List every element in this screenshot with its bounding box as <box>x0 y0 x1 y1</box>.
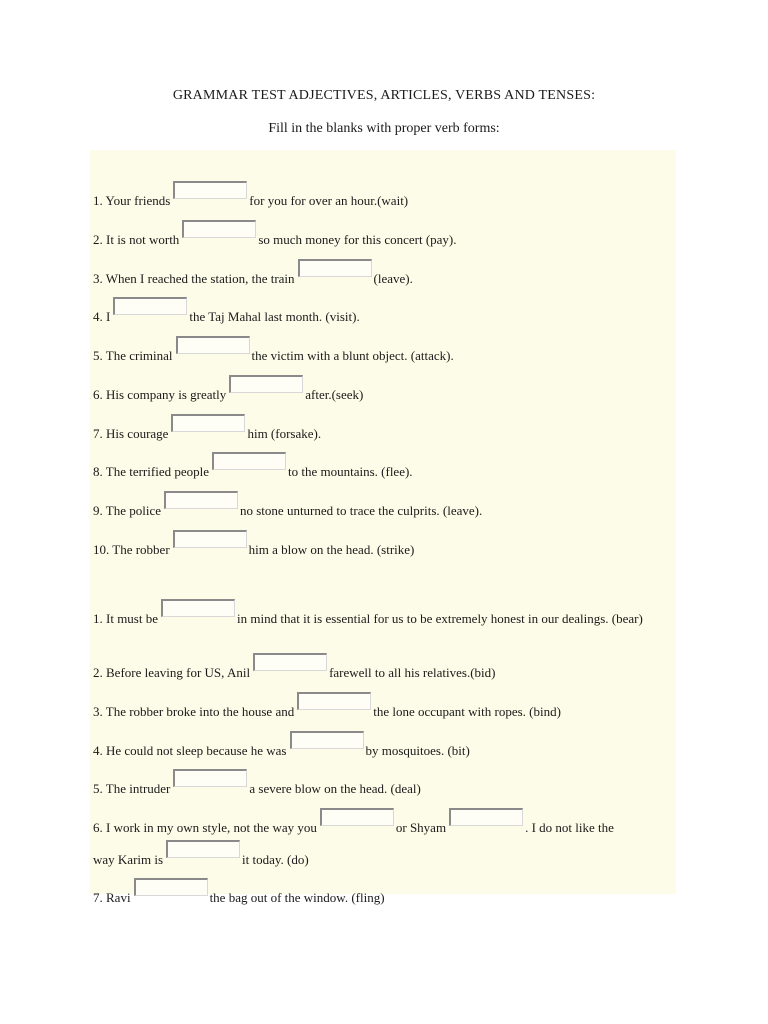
question-text-before: 3. The robber broke into the house and <box>93 704 295 719</box>
question-1-1 <box>93 181 671 209</box>
question-text-after: the lone occupant with ropes. (bind) <box>373 704 561 719</box>
question-1-4 <box>93 297 671 325</box>
question-text-before: 6. I work in my own style, not the way you <box>93 820 317 835</box>
question-text-after: the bag out of the window. (fling) <box>209 890 385 905</box>
question-text-after: to the mountains. (flee). <box>288 464 413 479</box>
question-1-6 <box>93 375 671 403</box>
question-text-after: (leave). <box>373 271 413 286</box>
question-text-after: it today. (do) <box>242 852 309 867</box>
question-text-before: 3. When I reached the station, the train <box>93 271 295 286</box>
question-text-before: 8. The terrified people <box>93 464 209 479</box>
question-text-before: 6. His company is greatly <box>93 387 227 402</box>
answer-blank[interactable] <box>166 840 240 858</box>
question-text-before: 2. Before leaving for US, Anil <box>93 665 251 680</box>
question-text-after: after.(seek) <box>305 387 364 402</box>
question-1-7 <box>93 414 671 442</box>
question-text-before: way Karim is <box>93 852 164 867</box>
answer-blank[interactable] <box>212 452 286 470</box>
question-2-6-continued <box>93 840 671 868</box>
question-2-5 <box>93 769 671 797</box>
question-text-before: 1. Your friends <box>93 193 171 208</box>
question-1-8 <box>93 452 671 480</box>
question-1-10 <box>93 530 671 558</box>
question-2-1 <box>93 599 671 627</box>
question-text-after: the Taj Mahal last month. (visit). <box>189 309 360 324</box>
answer-blank[interactable] <box>290 731 364 749</box>
question-2-2 <box>93 653 671 681</box>
question-text-after: . I do not like the <box>525 820 614 835</box>
question-2-7 <box>93 878 671 906</box>
question-2-6 <box>93 808 671 836</box>
question-text-before: 1. It must be <box>93 611 158 626</box>
question-text-before: 4. He could not sleep because he was <box>93 743 287 758</box>
instructions: Fill in the blanks with proper verb forms: <box>268 121 500 136</box>
question-text-before: 5. The criminal <box>93 348 173 363</box>
question-text-middle: or Shyam <box>395 820 447 835</box>
question-1-3 <box>93 259 671 287</box>
answer-blank[interactable] <box>182 220 256 238</box>
question-text-after: for you for over an hour.(wait) <box>249 193 409 208</box>
question-text-after: by mosquitoes. (bit) <box>365 743 470 758</box>
question-text-before: 9. The police <box>93 503 161 518</box>
question-text-after: farewell to all his relatives.(bid) <box>329 665 496 680</box>
question-text-before: 10. The robber <box>93 542 170 557</box>
question-text-after: him (forsake). <box>247 426 322 441</box>
question-text-before: 7. His courage <box>93 426 169 441</box>
page-title: GRAMMAR TEST ADJECTIVES, ARTICLES, VERBS AND TENSES: <box>172 88 596 103</box>
answer-blank[interactable] <box>173 181 247 199</box>
answer-blank[interactable] <box>253 653 327 671</box>
question-text-after: him a blow on the head. (strike) <box>248 542 415 557</box>
question-text-before: 2. It is not worth <box>93 232 180 247</box>
question-text-after: no stone unturned to trace the culprits. (leave). <box>240 503 483 518</box>
question-2-4 <box>93 731 671 759</box>
question-text-after: in mind that it is essential for us to be extremely honest in our dealings. (bear) <box>237 611 643 626</box>
question-text-before: 5. The intruder <box>93 781 171 796</box>
question-text-after: the victim with a blunt object. (attack). <box>251 348 454 363</box>
answer-blank[interactable] <box>320 808 394 826</box>
answer-blank[interactable] <box>113 297 187 315</box>
question-2-3 <box>93 692 671 720</box>
answer-blank[interactable] <box>171 414 245 432</box>
answer-blank[interactable] <box>164 491 238 509</box>
question-text-after: a severe blow on the head. (deal) <box>249 781 421 796</box>
question-text-after: so much money for this concert (pay). <box>258 232 457 247</box>
answer-blank[interactable] <box>449 808 523 826</box>
answer-blank[interactable] <box>298 259 372 277</box>
answer-blank[interactable] <box>297 692 371 710</box>
answer-blank[interactable] <box>176 336 250 354</box>
answer-blank[interactable] <box>173 769 247 787</box>
question-1-5 <box>93 336 671 364</box>
question-1-2 <box>93 220 671 248</box>
question-text-before: 7. Ravi <box>93 890 131 905</box>
answer-blank[interactable] <box>161 599 235 617</box>
answer-blank[interactable] <box>229 375 303 393</box>
answer-blank[interactable] <box>173 530 247 548</box>
question-text-before: 4. I <box>93 309 111 324</box>
answer-blank[interactable] <box>134 878 208 896</box>
question-1-9 <box>93 491 671 519</box>
